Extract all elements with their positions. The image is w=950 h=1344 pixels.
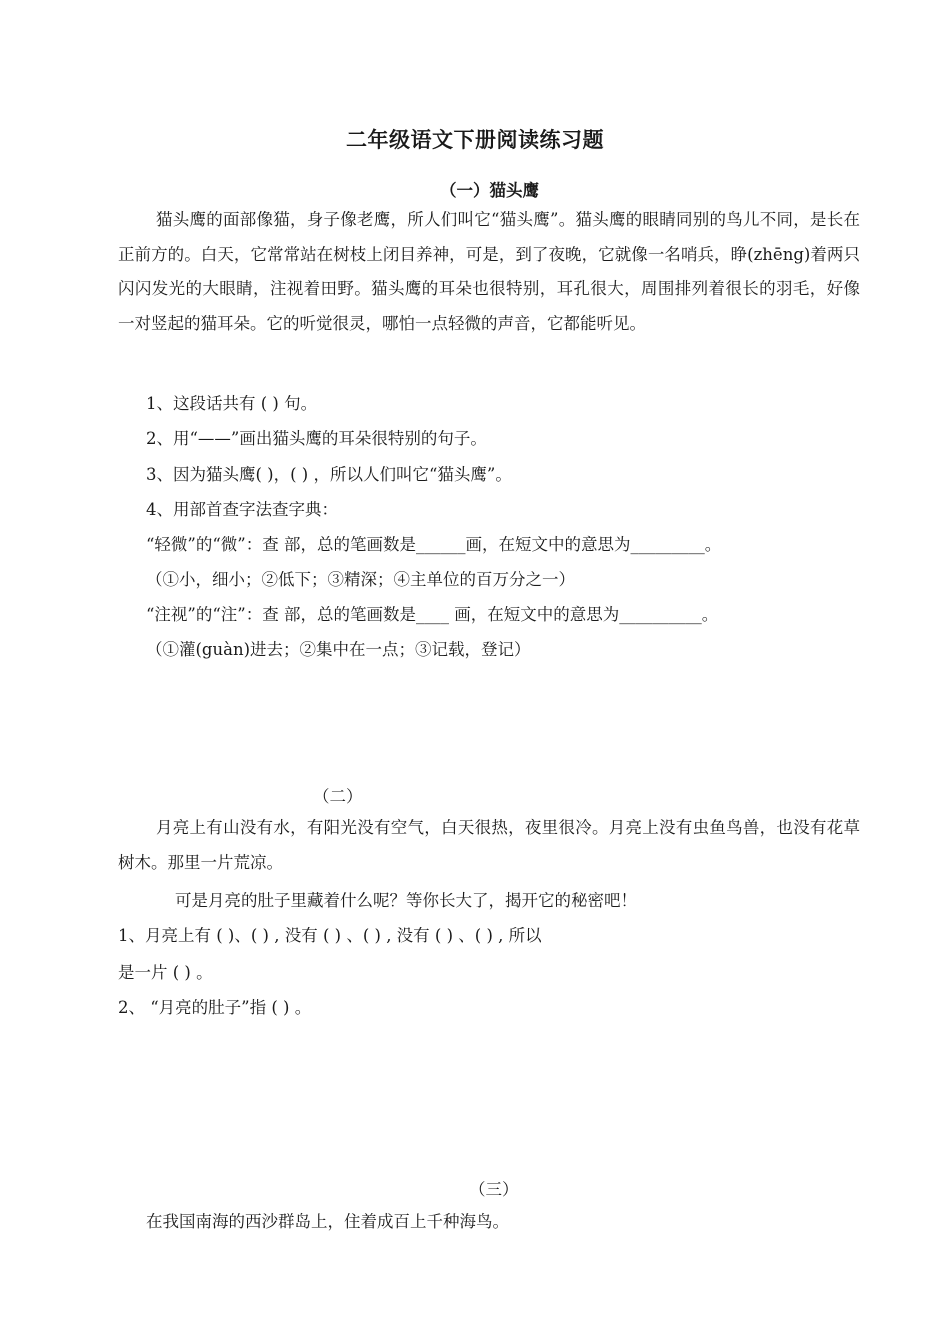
section-1-question-4b: “注视”的“注”：查 部，总的笔画数是____ 画，在短文中的意思为__________。 — [146, 605, 719, 624]
section-2-question-1-continued: 是一片 ( ) 。 — [118, 963, 213, 982]
section-1-heading: （一）猫头鹰 — [440, 181, 539, 200]
section-1-paragraph: 猫头鹰的面部像猫，身子像老鹰，所人们叫它“猫头鹰”。猫头鹰的眼睛同别的鸟儿不同，是长在正前方的。白天，它常常站在树枝上闭目养神，可是，到了夜晚，它就像一名哨兵，睁(zhēng)着两只闪闪发光的大眼睛，注视着田野。猫头鹰的耳朵也很特别，耳孔很大，周围排列着很长的羽毛，好像一对竖起的猫耳朵。它的听觉很灵，哪怕一点轻微的声音，它都能听见。 — [118, 210, 860, 333]
section-2-paragraph: 月亮上有山没有水，有阳光没有空气，白天很热，夜里很冷。月亮上没有虫鱼鸟兽，也没有花草树木。那里一片荒凉。 — [118, 818, 860, 872]
section-1-question-4b-options: （①灌(guàn)进去；②集中在一点；③记载，登记） — [146, 640, 531, 659]
section-3-heading: （三） — [469, 1180, 519, 1199]
section-2-question-2: 2、 “月亮的肚子”指 ( ) 。 — [118, 998, 312, 1017]
section-1-question-4: 4、用部首查字法查字典： — [146, 500, 338, 519]
section-2-heading: （二） — [313, 787, 363, 806]
section-3-paragraph: 在我国南海的西沙群岛上，住着成百上千种海鸟。 — [146, 1212, 509, 1231]
section-1-question-4a-options: （①小，细小；②低下；③精深；④主单位的百万分之一） — [146, 570, 575, 589]
section-2-paragraph-2: 可是月亮的肚子里藏着什么呢？等你长大了，揭开它的秘密吧！ — [175, 891, 637, 910]
section-1-question-1: 1、这段话共有 ( ) 句。 — [146, 394, 318, 413]
section-1-question-3: 3、因为猫头鹰( )，( ) ，所以人们叫它“猫头鹰”。 — [146, 465, 512, 484]
page-title: 二年级语文下册阅读练习题 — [346, 127, 604, 152]
section-1-question-4a: “轻微”的“微”：查 部，总的笔画数是______画，在短文中的意思为_________。 — [146, 535, 722, 554]
section-2-question-1: 1、月亮上有 ( )、( ) , 没有 ( ) 、( ) , 没有 ( ) 、( ) , 所以 — [118, 926, 542, 945]
section-1-question-2: 2、用“——”画出猫头鹰的耳朵很特别的句子。 — [146, 429, 487, 448]
